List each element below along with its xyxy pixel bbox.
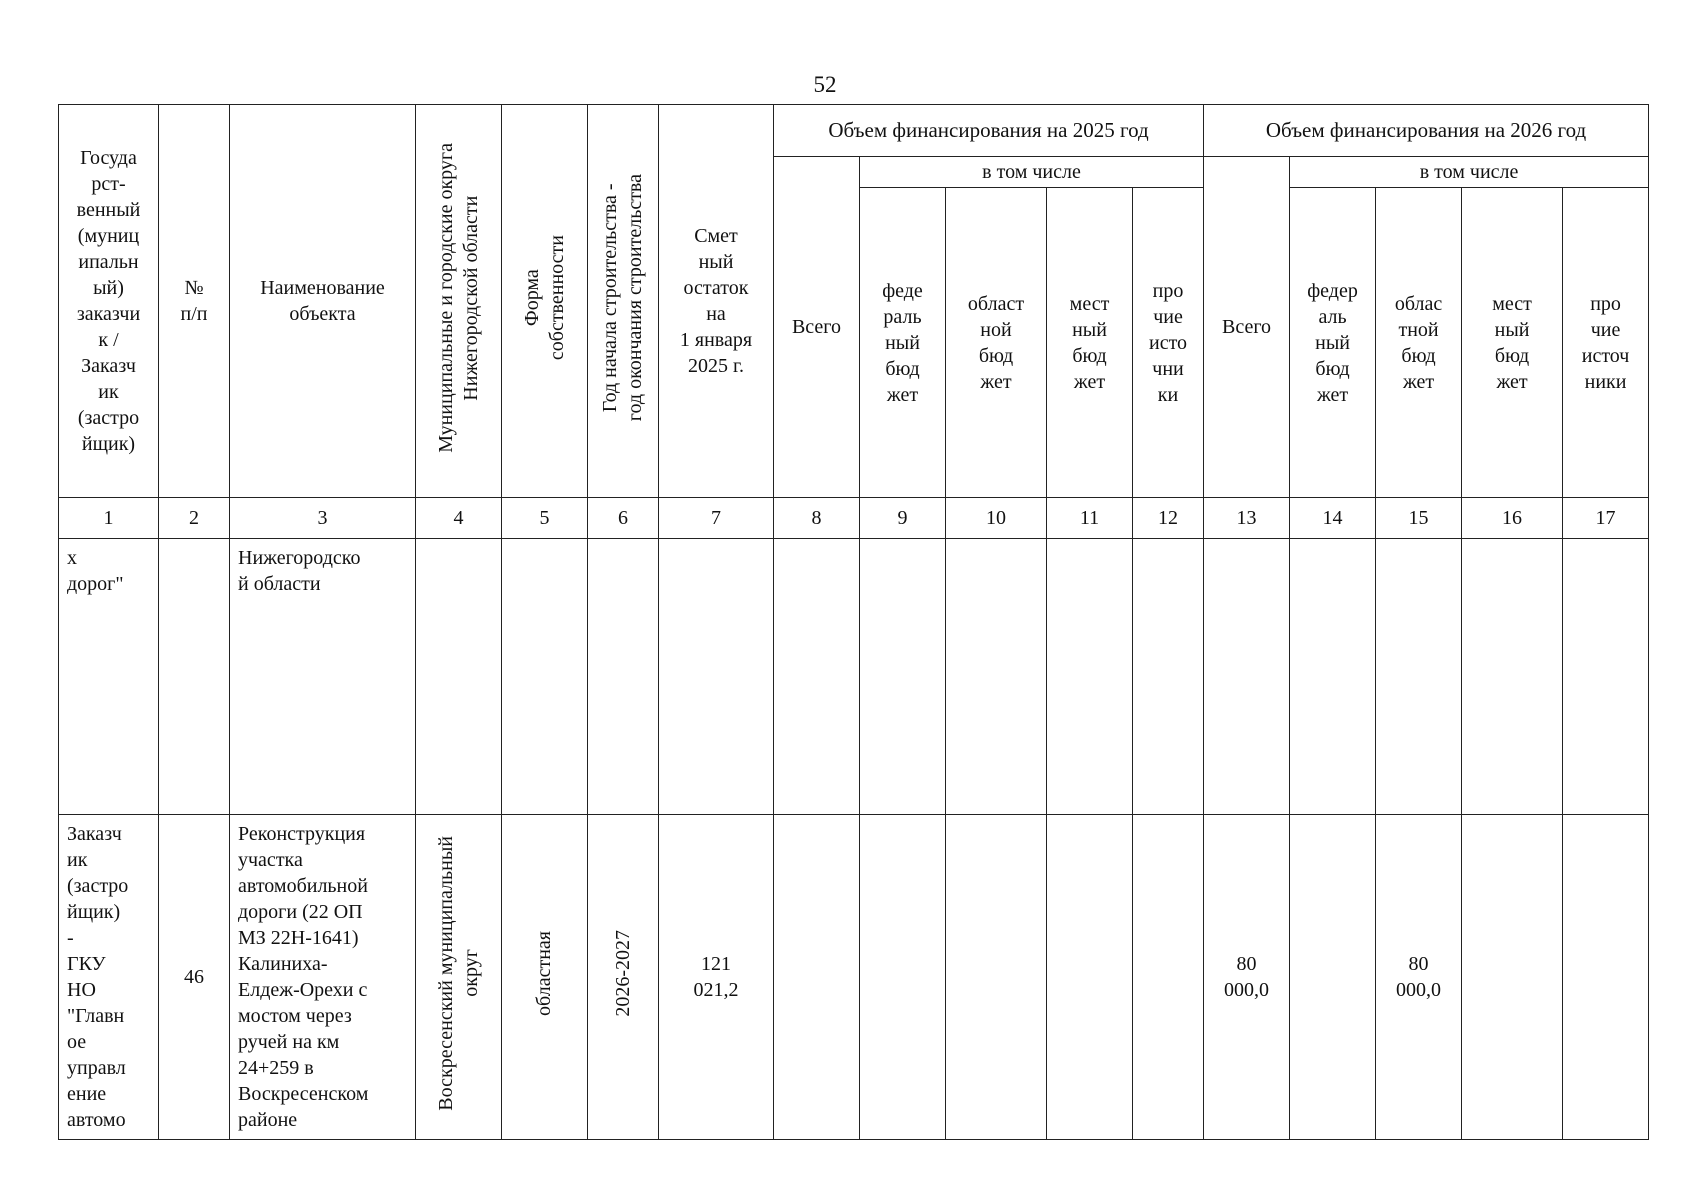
cell-empty bbox=[1133, 815, 1204, 1140]
cell-empty bbox=[659, 539, 774, 815]
header-municipality-text: Муниципальные и городские округа Нижегородской области bbox=[434, 142, 482, 453]
cell-empty bbox=[860, 539, 946, 815]
cell-empty bbox=[1563, 815, 1649, 1140]
column-number: 16 bbox=[1462, 498, 1563, 539]
cell-empty bbox=[1563, 539, 1649, 815]
cell-empty bbox=[1462, 815, 1563, 1140]
column-number: 14 bbox=[1290, 498, 1376, 539]
cell-total-2026: 80 000,0 bbox=[1204, 815, 1290, 1140]
cell-empty bbox=[946, 539, 1047, 815]
cell-empty bbox=[1133, 539, 1204, 815]
cell-empty bbox=[946, 815, 1047, 1140]
cell-ownership bbox=[502, 815, 588, 1140]
column-number: 10 bbox=[946, 498, 1047, 539]
cell-empty bbox=[1290, 539, 1376, 815]
cell-empty bbox=[588, 539, 659, 815]
cell-empty bbox=[1290, 815, 1376, 1140]
cell-customer: Заказч ик (застро йщик) - ГКУ НО "Главн ое управл ение автомо bbox=[59, 815, 159, 1140]
cell-empty bbox=[502, 539, 588, 815]
column-number: 15 bbox=[1376, 498, 1462, 539]
header-including-2026: в том числе bbox=[1290, 157, 1649, 188]
cell-construction-years bbox=[588, 815, 659, 1140]
column-number: 6 bbox=[588, 498, 659, 539]
header-number: № п/п bbox=[159, 105, 230, 498]
header-customer: Госуда рст- венный (муниц ипальн ый) заказчи к / Заказч ик (застро йщик) bbox=[59, 105, 159, 498]
column-number: 11 bbox=[1047, 498, 1133, 539]
header-construction-years bbox=[588, 105, 659, 498]
table-row-46 bbox=[59, 815, 1649, 1140]
cell-empty bbox=[159, 539, 230, 815]
column-number: 12 bbox=[1133, 498, 1204, 539]
header-financing-2025: Объем финансирования на 2025 год bbox=[774, 105, 1204, 157]
cell-empty bbox=[1376, 539, 1462, 815]
cell-number: 46 bbox=[159, 815, 230, 1140]
column-number: 3 bbox=[230, 498, 416, 539]
header-ownership-text: Форма собственности bbox=[520, 234, 568, 361]
header-local-2026: мест ный бюд жет bbox=[1462, 188, 1563, 498]
cell-empty bbox=[1204, 539, 1290, 815]
column-number: 7 bbox=[659, 498, 774, 539]
header-financing-2026: Объем финансирования на 2026 год bbox=[1204, 105, 1649, 157]
column-number-row bbox=[59, 498, 1649, 539]
cell-municipality bbox=[416, 815, 502, 1140]
header-regional-2025: област ной бюд жет bbox=[946, 188, 1047, 498]
column-number: 5 bbox=[502, 498, 588, 539]
header-including-2025: в том числе bbox=[860, 157, 1204, 188]
header-other-2025: про чие исто чни ки bbox=[1133, 188, 1204, 498]
column-number: 13 bbox=[1204, 498, 1290, 539]
cell-empty bbox=[1047, 815, 1133, 1140]
cell-regional-2026: 80 000,0 bbox=[1376, 815, 1462, 1140]
cell-empty bbox=[416, 539, 502, 815]
column-number: 2 bbox=[159, 498, 230, 539]
header-federal-2025: феде раль ный бюд жет bbox=[860, 188, 946, 498]
cell-municipality-text: Воскресенский муниципальный округ bbox=[434, 836, 482, 1111]
column-number: 1 bbox=[59, 498, 159, 539]
cell-ownership-text: областная bbox=[533, 931, 555, 1016]
header-ownership bbox=[502, 105, 588, 498]
page-number: 52 bbox=[813, 72, 837, 97]
column-number: 9 bbox=[860, 498, 946, 539]
table-row-continued bbox=[59, 539, 1649, 815]
header-other-2026: про чие источ ники bbox=[1563, 188, 1649, 498]
cell-empty bbox=[1462, 539, 1563, 815]
cell-object-name: Нижегородско й области bbox=[230, 539, 416, 815]
column-number: 4 bbox=[416, 498, 502, 539]
header-object-name: Наименование объекта bbox=[230, 105, 416, 498]
cell-empty bbox=[774, 539, 860, 815]
construction-financing-table bbox=[58, 104, 1649, 1140]
header-local-2025: мест ный бюд жет bbox=[1047, 188, 1133, 498]
column-number: 17 bbox=[1563, 498, 1649, 539]
header-estimate-balance: Смет ный остаток на 1 января 2025 г. bbox=[659, 105, 774, 498]
header-construction-years-text: Год начала строительства - год окончания строительства bbox=[599, 173, 646, 422]
cell-empty bbox=[1047, 539, 1133, 815]
header-total-2026: Всего bbox=[1204, 157, 1290, 498]
header-regional-2026: облас тной бюд жет bbox=[1376, 188, 1462, 498]
cell-object-name: Реконструкция участка автомобильной дороги (22 ОП МЗ 22Н-1641) Калиниха- Елдеж-Орехи с мостом через ручей на км 24+259 в Воскресенском районе bbox=[230, 815, 416, 1140]
header-municipality bbox=[416, 105, 502, 498]
header-total-2025: Всего bbox=[774, 157, 860, 498]
cell-empty bbox=[860, 815, 946, 1140]
header-federal-2026: федер аль ный бюд жет bbox=[1290, 188, 1376, 498]
cell-customer: х дорог" bbox=[59, 539, 159, 815]
cell-construction-years-text: 2026-2027 bbox=[611, 930, 634, 1017]
cell-empty bbox=[774, 815, 860, 1140]
cell-estimate-balance: 121 021,2 bbox=[659, 815, 774, 1140]
column-number: 8 bbox=[774, 498, 860, 539]
